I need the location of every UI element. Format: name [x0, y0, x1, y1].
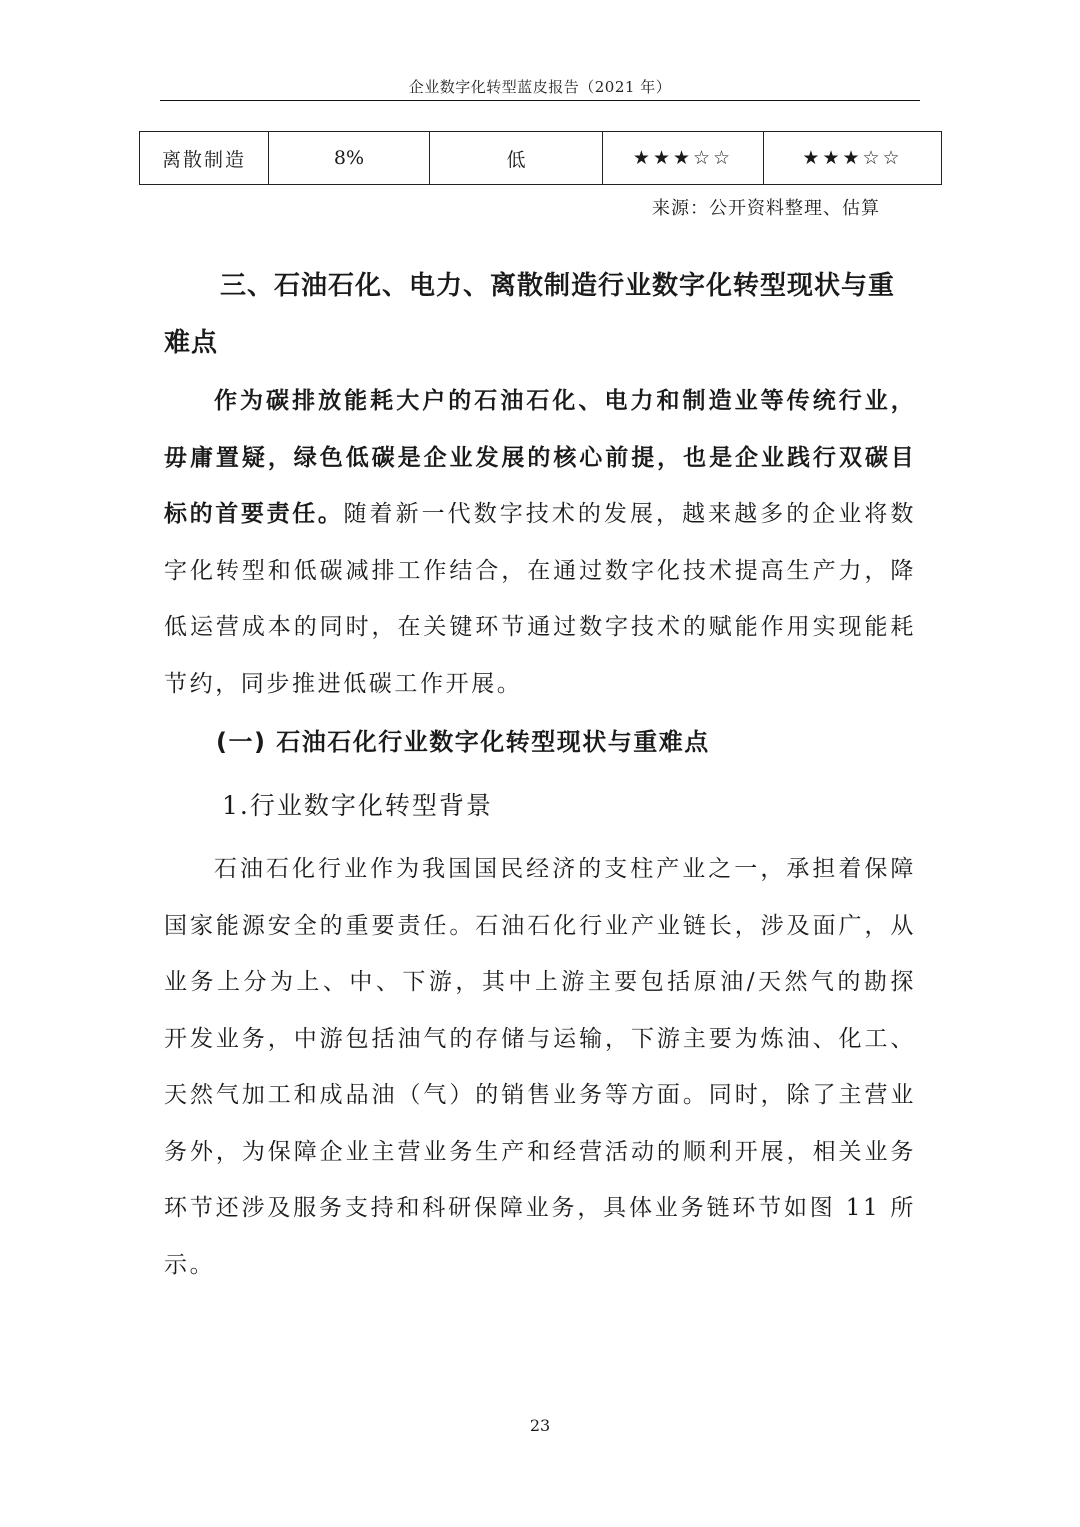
body-paragraph: 石油石化行业作为我国国民经济的支柱产业之一，承担着保障国家能源安全的重要责任。石油石化行业产业链长，涉及面广，从业务上分为上、中、下游，其中上游主要包括原油/天然气的勘探开发业务，中游包括油气的存储与运输，下游主要为炼油、化工、天然气加工和成品油（气）的销售业务等方面。同时，除了主营业务外，为保障企业主营业务生产和经营活动的顺利开展，相关业务环节还涉及服务支持和科研保障业务，具体业务链环节如图 11 所示。 — [164, 856, 916, 1278]
page-number: 23 — [529, 1416, 551, 1435]
level-cell: 低 — [430, 132, 603, 185]
subsection-title: (一) 石油石化行业数字化转型现状与重难点 — [216, 728, 710, 756]
subsubsection-title: 1.行业数字化转型背景 — [222, 791, 493, 820]
share-cell: 8% — [269, 132, 430, 185]
rating-cell-a: ★★★☆☆ — [603, 132, 764, 185]
rating-cell-b: ★★★☆☆ — [764, 132, 942, 185]
source-note: 来源：公开资料整理、估算 — [652, 198, 880, 219]
intro-bold-text: 作为碳排放能耗大户的石油石化、电力和制造业等传统行业，毋庸置疑，绿色低碳是企业发展的核心前提，也是企业践行双碳目标的首要责任。 — [164, 388, 916, 527]
intro-text: 随着新一代数字技术的发展，越来越多的企业将数字化转型和低碳减排工作结合，在通过数字化技术提高生产力，降低运营成本的同时，在关键环节通过数字技术的赋能作用实现能耗节约，同步推进低碳工作开展。 — [164, 501, 916, 697]
intro-paragraph — [164, 373, 916, 712]
section-title: 三、石油石化、电力、离散制造行业数字化转型现状与重难点 — [164, 271, 896, 358]
table-row — [140, 132, 942, 185]
rating-table — [139, 131, 942, 185]
running-header: 企业数字化转型蓝皮报告（2021 年） — [408, 78, 672, 96]
industry-cell: 离散制造 — [140, 132, 269, 185]
header-divider — [160, 100, 920, 101]
